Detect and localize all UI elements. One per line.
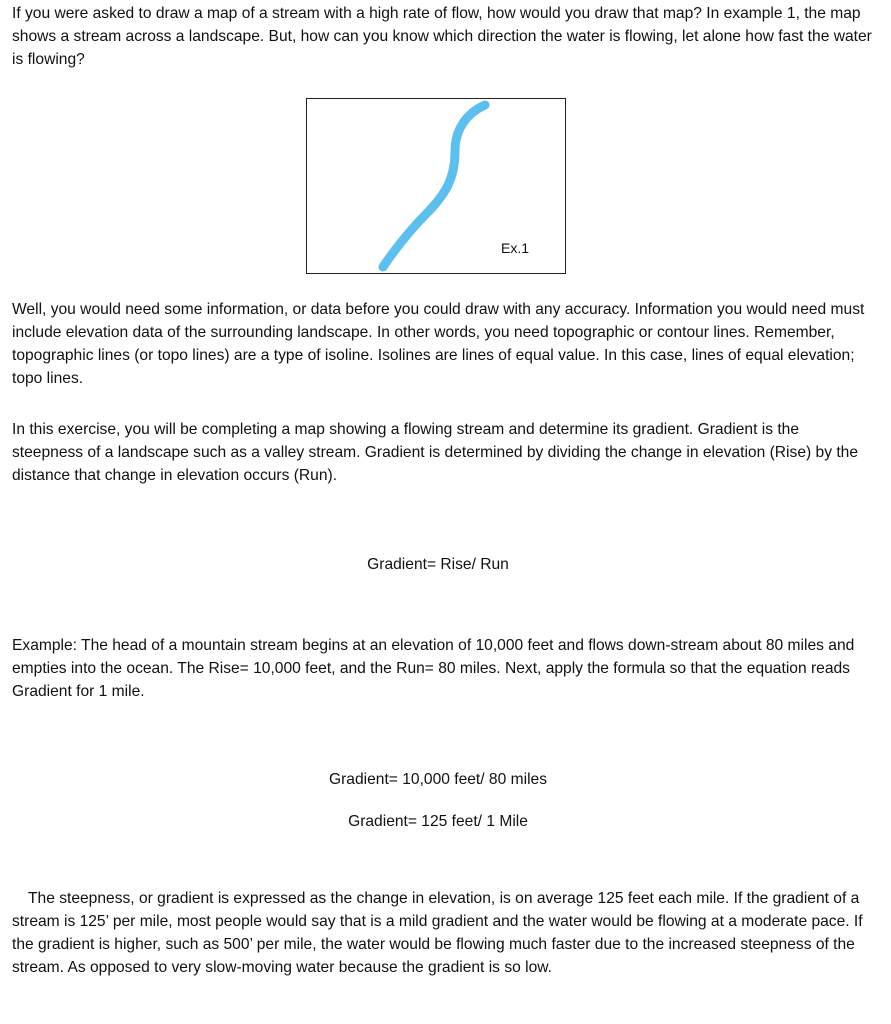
intro-paragraph: If you were asked to draw a map of a stream with a high rate of flow, how would you draw that map? In example 1, the map shows a stream across a landscape. But, how can you know which direction the water is flowing, let alone how fast the water is flowing?	[12, 5, 872, 68]
stream-line	[383, 105, 485, 267]
example-stream-map	[306, 98, 566, 274]
figure-label: Ex.1	[500, 240, 529, 256]
gradient-calculation-step2: Gradient= 125 feet/ 1 Mile	[348, 813, 528, 830]
gradient-calculation-step1: Gradient= 10,000 feet/ 80 miles	[328, 771, 547, 788]
exercise-paragraph: In this exercise, you will be completing a map showing a flowing stream and determine its gradient. Gradient is the steepness of a landscape such as a valley stream. Gradient is determined by dividing the change in elevation (Rise) by the distance that change in elevation occurs (Run).	[12, 421, 858, 484]
gradient-formula: Gradient= Rise/ Run	[367, 556, 509, 573]
example-paragraph: Example: The head of a mountain stream begins at an elevation of 10,000 feet and flows down-stream about 80 miles and empties into the ocean. The Rise= 10,000 feet, and the Run= 80 miles. Next, apply the formula so that the equation reads Gradient for 1 mile.	[12, 637, 855, 700]
data-needed-paragraph: Well, you would need some information, or data before you could draw with any accuracy. Information you would need must include elevation data of the surrounding landscape. In other words, you need topographic or contour lines. Remember, topographic lines (or topo lines) are a type of isoline. Isolines are lines of equal value. In this case, lines of equal elevation; topo lines.	[12, 301, 865, 387]
conclusion-paragraph: The steepness, or gradient is expressed as the change in elevation, is on average 125 feet each mile. If the gradient of a stream is 125’ per mile, most people would say that is a mild gradient and the water would be flowing at a moderate pace. If the gradient is higher, such as 500’ per mile, the water would be flowing much faster due to the increased steepness of the stream. As opposed to very slow-moving water because the gradient is so low.	[12, 890, 863, 976]
